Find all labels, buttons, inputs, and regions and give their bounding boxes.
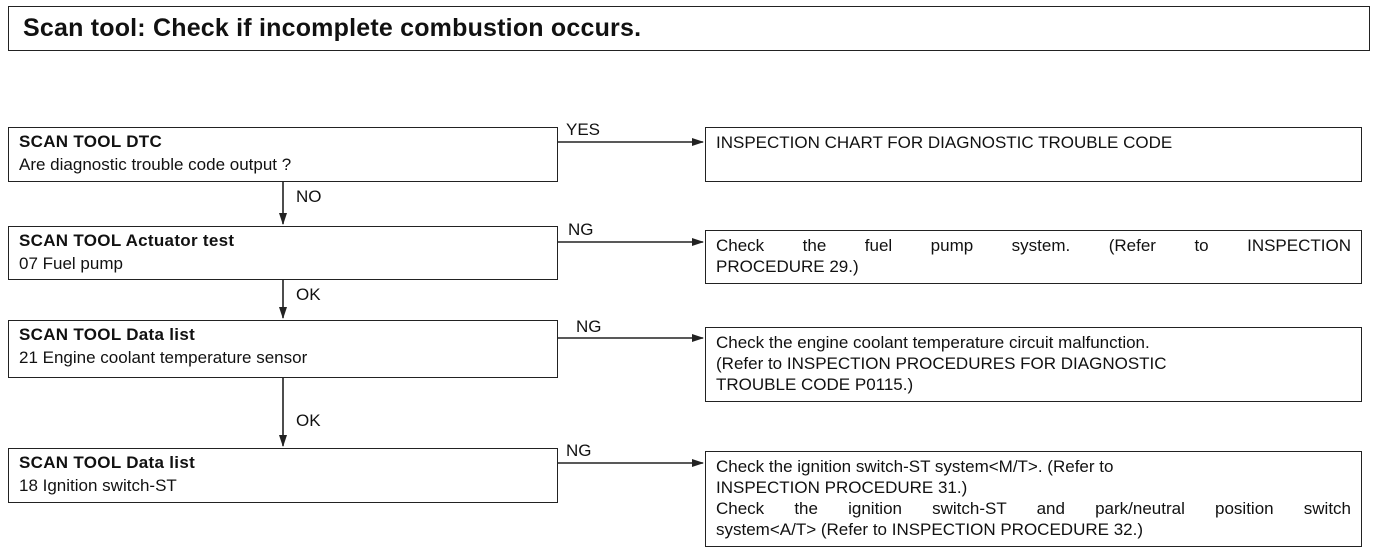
result-text: Check the engine coolant temperature circuit malfunction. (716, 333, 1150, 352)
step-heading: SCAN TOOL Data list (19, 453, 196, 472)
step-dtc-box (8, 127, 558, 182)
result-text: INSPECTION CHART FOR DIAGNOSTIC TROUBLE CODE (716, 133, 1173, 152)
step-question: Are diagnostic trouble code output ? (19, 155, 292, 174)
result-text: system<A/T> (Refer to INSPECTION PROCEDURE 32.) (716, 520, 1143, 539)
step-heading: SCAN TOOL DTC (19, 132, 163, 151)
step-heading: SCAN TOOL Actuator test (19, 231, 235, 250)
down-label-ok: OK (296, 285, 321, 304)
branch-label-ng: NG (576, 317, 602, 336)
result-text: Check the ignition switch-ST and park/neutral position switch (716, 499, 1351, 518)
result-ignition-box (705, 451, 1362, 547)
down-label-ok: OK (296, 411, 321, 430)
result-fuel-pump-box (705, 230, 1362, 284)
result-text: Check the fuel pump system. (Refer to INSPECTION (716, 236, 1351, 255)
step-coolant-box (8, 320, 558, 378)
branch-label-ng: NG (566, 441, 592, 460)
branch-label-ng: NG (568, 220, 594, 239)
step-actuator-box (8, 226, 558, 280)
result-text: (Refer to INSPECTION PROCEDURES FOR DIAGNOSTIC (716, 354, 1167, 373)
result-text: Check the ignition switch-ST system<M/T>. (Refer to (716, 457, 1114, 476)
down-label-no: NO (296, 187, 322, 206)
result-coolant-box (705, 327, 1362, 402)
step-item: 21 Engine coolant temperature sensor (19, 348, 308, 367)
result-text: PROCEDURE 29.) (716, 257, 859, 276)
step-heading: SCAN TOOL Data list (19, 325, 196, 344)
branch-label-yes: YES (566, 120, 601, 139)
step-item: 18 Ignition switch-ST (19, 476, 177, 495)
step-ignition-box (8, 448, 558, 503)
result-text: TROUBLE CODE P0115.) (716, 375, 914, 394)
step-item: 07 Fuel pump (19, 254, 123, 273)
result-dtc-box (705, 127, 1362, 182)
result-text: INSPECTION PROCEDURE 31.) (716, 478, 968, 497)
page-title: Scan tool: Check if incomplete combustion occurs. (23, 14, 642, 42)
